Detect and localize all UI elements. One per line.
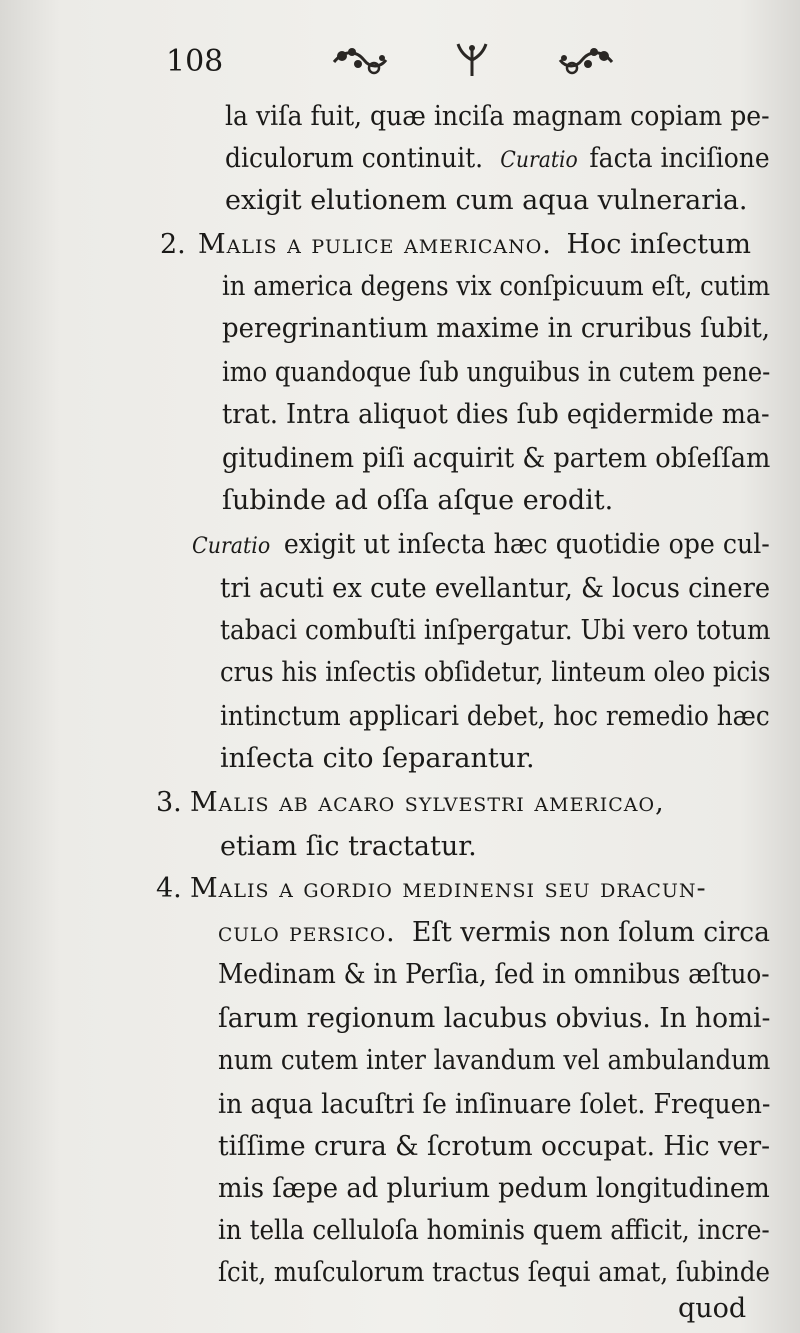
section-heading: Malis a gordio medinensi ſeu dracun- (190, 873, 707, 904)
item-number: 2. (160, 229, 186, 260)
left-floral-ornament-icon (330, 40, 390, 80)
text-line: in aqua lacuſtri ſe inſinuare ſolet. Frequen- (218, 1089, 771, 1120)
catchword: quod (678, 1293, 747, 1324)
page-number: 108 (166, 44, 224, 79)
text-line: peregrinantium maxime in cruribus ſubit, (222, 313, 771, 344)
section-heading: Malis a pulice americano. (198, 229, 552, 260)
text-line: in tella celluloſa hominis quem afficit, incre- (218, 1215, 770, 1246)
text-line: exigit elutionem cum aqua vulneraria. (225, 185, 748, 216)
text-line: ſubinde ad oſſa aſque erodit. (222, 485, 614, 516)
text-line: etiam ſic tractatur. (220, 831, 477, 862)
text-line: gitudinem piſi acquirit & partem obſeſſam (222, 443, 771, 474)
text-line: crus his inſectis obſidetur, linteum oleo picis (220, 657, 771, 688)
text-line: ſarum regionum lacubus obvius. In homi- (218, 1003, 771, 1034)
text-fragment: diculorum continuit. (225, 143, 484, 174)
text-fragment: Hoc inſectum (566, 229, 751, 260)
right-floral-ornament-icon (556, 40, 616, 80)
text-line (198, 228, 751, 262)
text-line: in america degens vix conſpicuum eſt, cutim (222, 271, 771, 302)
text-fragment: exigit ut inſecta hæc quotidie ope cul- (283, 529, 770, 560)
text-line: mis ſæpe ad plurium pedum longitudinem (218, 1173, 770, 1204)
text-line (190, 786, 665, 820)
text-line (192, 528, 770, 564)
text-line: ſcit, muſculorum tractus ſequi amat, ſubinde (218, 1257, 770, 1288)
item-number: 4. (156, 873, 182, 904)
text-line (190, 872, 707, 906)
item-number: 3. (156, 787, 182, 818)
section-heading: Malis ab acaro sylvestri americao, (190, 787, 665, 818)
text-line: intinctum applicari debet, hoc remedio hæc (220, 701, 770, 732)
text-line: inſecta cito ſeparantur. (220, 743, 535, 774)
center-sprig-ornament-icon (454, 40, 490, 80)
section-heading: culo persico. (218, 917, 396, 948)
text-fragment: Eſt vermis non ſolum circa (411, 917, 771, 948)
text-line: tiſſime crura & ſcrotum occupat. Hic ver- (218, 1131, 771, 1162)
text-fragment: facta inciſione (589, 143, 770, 174)
text-line (225, 142, 770, 178)
italic-term: Curatio (500, 148, 578, 173)
text-line (218, 916, 770, 950)
text-line: num cutem inter lavandum vel ambulandum (218, 1045, 771, 1076)
italic-term: Curatio (192, 534, 271, 559)
text-line: trat. Intra aliquot dies ſub eqidermide ma- (222, 399, 770, 430)
text-line: imo quandoque ſub unguibus in cutem pene- (222, 357, 771, 388)
text-line: la viſa fuit, quæ inciſa magnam copiam pe- (225, 101, 770, 132)
text-line: tabaci combuſti inſpergatur. Ubi vero totum (220, 615, 771, 646)
text-line: Medinam & in Perſia, ſed in omnibus æſtuo- (218, 959, 770, 990)
text-line: tri acuti ex cute evellantur, & locus cinere (220, 573, 771, 604)
